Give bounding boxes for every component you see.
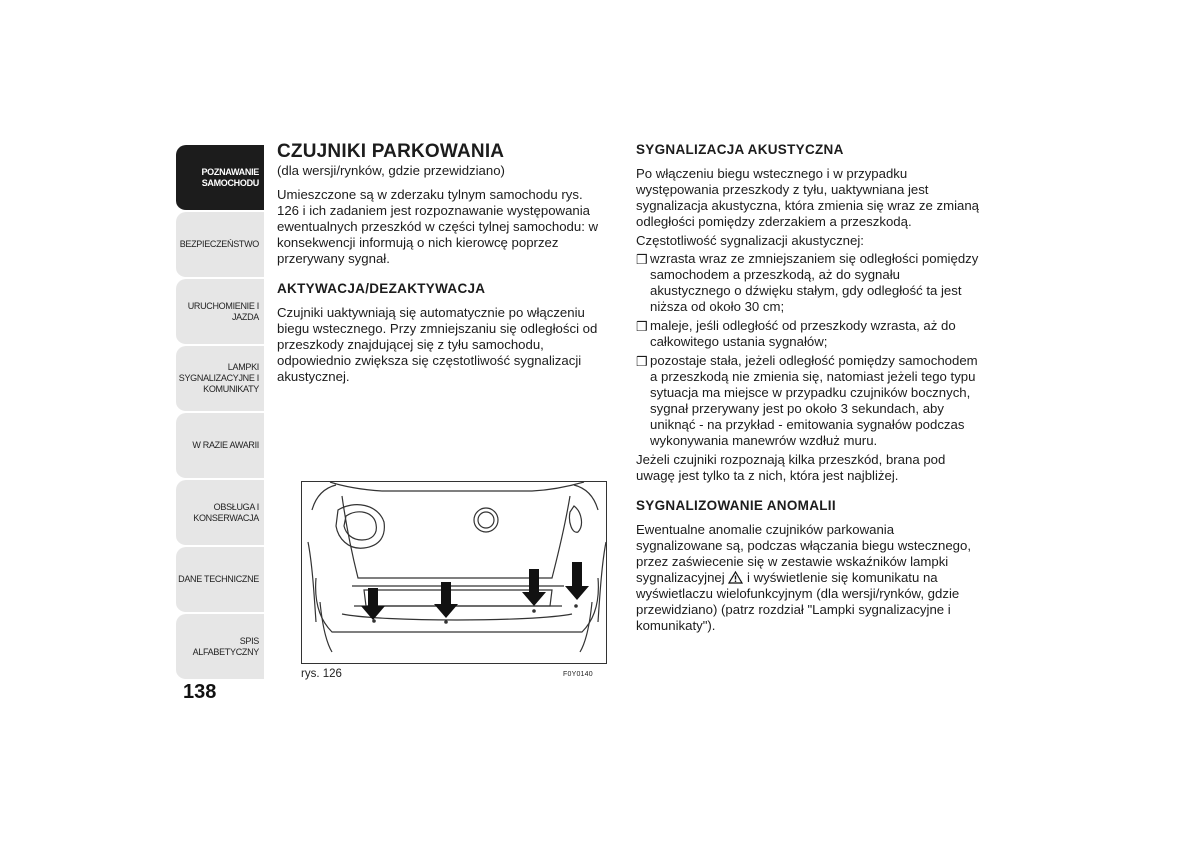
bullet-text: wzrasta wraz ze zmniejszaniem się odległości pomiędzy samochodem a przeszkodą, aż do sygnału akustycznego o dźwięku stałym, gdy odległość ta jest niższa od około 30 cm; <box>650 251 979 314</box>
checkbox-bullet-icon: ❒ <box>636 319 648 334</box>
tab-spis-alfabetyczny[interactable]: SPIS ALFABETYCZNY <box>176 614 264 680</box>
bullet-text: maleje, jeśli odległość od przeszkody wzrasta, aż do całkowitego ustania sygnałów; <box>650 318 956 349</box>
frequency-bullet-list <box>636 251 981 449</box>
aktywacja-paragraph: Czujniki uaktywniają się automatycznie po włączeniu biegu wstecznego. Przy zmniejszaniu się odległości od przeszkody znajdującej się z tyłu samochodu, odpowiednio zwiększa się częstotliwość sygnalizacji akustycznej. <box>277 305 598 384</box>
tab-dane-techniczne[interactable]: DANE TECHNICZNE <box>176 547 264 613</box>
bullet-text: pozostaje stała, jeżeli odległość pomiędzy samochodem a przeszkodą nie zmienia się, natomiast jeżeli tego typu sytuacja ma miejsce w przypadku czujników bocznych, sygnał przerywany jest po około 3 sekundach, aby uniknąć - na przykład - emitowania sygnałów podczas wykonywania manewrów wzdłuż muru. <box>650 353 978 448</box>
checkbox-bullet-icon: ❒ <box>636 252 648 267</box>
section-heading-sygnalizowanie-anomalii: SYGNALIZOWANIE ANOMALII <box>636 498 836 513</box>
anomalie-paragraph <box>636 522 981 634</box>
left-column <box>277 141 607 385</box>
tab-w-razie-awarii[interactable]: W RAZIE AWARII <box>176 413 264 479</box>
anomalie-text-end: i wyświetlenie się komunikatu na wyświetlaczu wielofunkcyjnym (dla wersji/rynków, gdzie przewidziano) (patrz rozdział "Lampki sygnalizacyjne i komunikaty"). <box>636 570 960 633</box>
section-heading-aktywacja: AKTYWACJA/DEZAKTYWACJA <box>277 281 486 296</box>
anomalie-text-start: Ewentualne anomalie czujników parkowania sygnalizowane są, podczas włączania biegu wstecznego, przez zaświecenie się w zestawie wskaźników lampki sygnalizacyjnej <box>636 522 972 585</box>
figure-caption: rys. 126 <box>301 668 342 680</box>
section-heading-sygnalizacja-akustyczna: SYGNALIZACJA AKUSTYCZNA <box>636 142 844 157</box>
bullet-item <box>636 353 981 449</box>
bullet-item <box>636 251 981 315</box>
bullet-item <box>636 318 981 350</box>
multiple-obstacles-paragraph: Jeżeli czujniki rozpoznają kilka przeszkód, brana pod uwagę jest tylko ta z nich, która jest najbliżej. <box>636 452 946 483</box>
figure-code: F0Y0140 <box>563 671 593 678</box>
tab-obsluga-i-konserwacja[interactable]: OBSŁUGA I KONSERWACJA <box>176 480 264 546</box>
right-column <box>636 142 981 634</box>
czestotliwosc-intro: Częstotliwość sygnalizacji akustycznej: <box>636 233 864 248</box>
tab-uruchomienie-i-jazda[interactable]: URUCHOMIENIE I JAZDA <box>176 279 264 345</box>
intro-paragraph: Umieszczone są w zderzaku tylnym samochodu rys. 126 i ich zadaniem jest rozpoznawanie występowania ewentualnych przeszkód w części tylnej samochodu: w konsekwencji informują o nich kierowcę poprzez przerywany sygnał. <box>277 187 599 266</box>
rear-car-illustration <box>302 482 607 664</box>
tab-bezpieczenstwo[interactable]: BEZPIECZEŃSTWO <box>176 212 264 278</box>
page-number: 138 <box>183 681 217 703</box>
tab-lampki-sygnalizacyjne[interactable]: LAMPKI SYGNALIZACYJNE I KOMUNIKATY <box>176 346 264 412</box>
sygnalizacja-paragraph: Po włączeniu biegu wstecznego i w przypadku występowania przeszkody z tyłu, uaktywniana jest sygnalizacja akustyczna, która zmienia się wraz ze zmianą odległości pomiędzy zderzakiem a przeszkodą. <box>636 166 980 229</box>
tab-poznawanie-samochodu[interactable]: POZNAWANIE SAMOCHODU <box>176 145 264 211</box>
warning-triangle-icon <box>728 571 743 584</box>
checkbox-bullet-icon: ❒ <box>636 354 648 369</box>
figure-rear-sensors <box>301 481 607 664</box>
page-subtitle: (dla wersji/rynków, gdzie przewidziano) <box>277 163 505 178</box>
page-title: CZUJNIKI PARKOWANIA <box>277 141 505 162</box>
